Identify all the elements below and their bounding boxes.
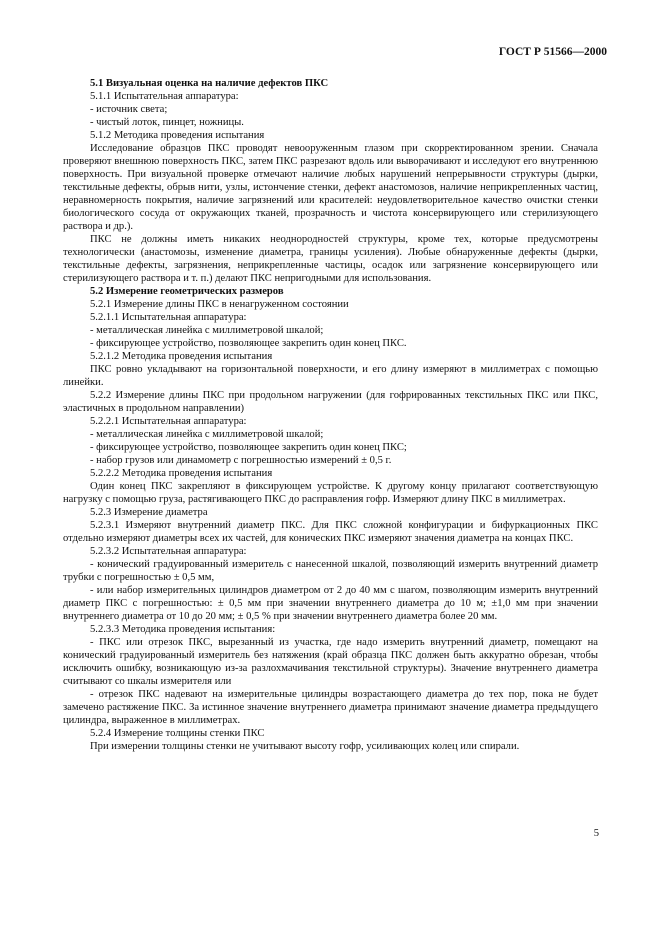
paragraph: Исследование образцов ПКС проводят невооруженным глазом при скорректированном зрении. Сначала проверяют внешнюю поверхность ПКС, затем ПКС разрезают вдоль или выворачивают и исследуют его внутреннюю поверхность. При визуальной проверке отмечают наличие любых нарушений непрерывности структуры (дырки, текстильные дефекты, обрыв нити, узлы, истончение стенки, дефект анастомозов, наличие неприкрепленных частиц, неравномерность покрытия, наличие загрязнений или красителей: неудовлетворительное качество очистки стенки биологического сосуда от окружающих тканей, прозрачность и чистота консервирующего или стерилизующего раствора и др.). [63,143,598,232]
list-item: - фиксирующее устройство, позволяющее закрепить один конец ПКС. [90,338,407,349]
subsection-5-2-2: 5.2.2 Измерение длины ПКС при продольном нагружении (для гофрированных текстильных ПКС или ПКС, эластичных в продольном направлении) [63,390,598,414]
subsection-5-2-1: 5.2.1 Измерение длины ПКС в ненагруженном состоянии [90,299,349,310]
subsection-5-2-4: 5.2.4 Измерение толщины стенки ПКС [90,728,265,739]
list-item: - металлическая линейка с миллиметровой шкалой; [90,325,324,336]
section-heading-5-1: 5.1 Визуальная оценка на наличие дефектов ПКС [90,78,329,89]
list-item: - ПКС или отрезок ПКС, вырезанный из участка, где надо измерить внутренний диаметр, помещают на конический градуированный измеритель без натяжения (край образца ПКС должен быть аккуратно обрезан, чтобы исключить ошибку, возникающую из-за разлохмачивания текстильной структуры). Значение внутреннего диаметра считывают со шкалы измерителя или [63,637,598,687]
subsection-5-2-1-1: 5.2.1.1 Испытательная аппаратура: [90,312,247,323]
subsection-5-2-3-2: 5.2.3.2 Испытательная аппаратура: [90,546,247,557]
list-item: - чистый лоток, пинцет, ножницы. [90,117,244,128]
subsection-5-2-3: 5.2.3 Измерение диаметра [90,507,208,518]
section-heading-5-2: 5.2 Измерение геометрических размеров [90,286,284,297]
paragraph: При измерении толщины стенки не учитывают высоту гофр, усиливающих колец или спирали. [90,741,520,752]
subsection-5-1-2: 5.1.2 Методика проведения испытания [90,130,265,141]
subsection-5-2-1-2: 5.2.1.2 Методика проведения испытания [90,351,273,362]
list-item: - набор грузов или динамометр с погрешностью измерений ± 0,5 г. [90,455,392,466]
subsection-5-2-2-2: 5.2.2.2 Методика проведения испытания [90,468,273,479]
subsection-5-2-3-3: 5.2.3.3 Методика проведения испытания: [90,624,276,635]
document-body [63,77,598,753]
page-number: 5 [593,828,599,839]
list-item: - металлическая линейка с миллиметровой шкалой; [90,429,324,440]
paragraph: Один конец ПКС закрепляют в фиксирующем устройстве. К другому концу прилагают соответствующую нагрузку с помощью груза, растягивающего ПКС до расправления гофр. Измеряют длину ПКС в миллиметрах. [63,481,598,505]
standard-header: ГОСТ Р 51566—2000 [498,46,607,58]
list-item: - отрезок ПКС надевают на измерительные цилиндры возрастающего диаметра до тех пор, пока не будет замечено растяжение ПКС. За истинное значение внутреннего диаметра принимают значение диаметра предыдущего цилиндра, выраженное в миллиметрах. [63,689,598,726]
subsection-5-2-2-1: 5.2.2.1 Испытательная аппаратура: [90,416,247,427]
subsection-5-1-1: 5.1.1 Испытательная аппаратура: [90,91,239,102]
paragraph: ПКС ровно укладывают на горизонтальной поверхности, и его длину измеряют в миллиметрах с помощью линейки. [63,364,598,388]
paragraph: ПКС не должны иметь никаких неоднородностей структуры, кроме тех, которые предусмотрены технологически (анастомозы, изменение диаметра, границы усиления). Любые обнаруженные дефекты (дырки, текстильные дефекты, загрязнения, неприкрепленные частицы, осадок или загрязнение консервирующего или стерилизующего раствора и т. п.) делают ПКС непригодными для использования. [63,234,598,284]
list-item: - конический градуированный измеритель с нанесенной шкалой, позволяющий измерить внутренний диаметр трубки с погрешностью ± 0,5 мм, [63,559,598,583]
list-item: - фиксирующее устройство, позволяющее закрепить один конец ПКС; [90,442,407,453]
subsection-5-2-3-1: 5.2.3.1 Измеряют внутренний диаметр ПКС. Для ПКС сложной конфигурации и бифуркационных ПКС отдельно измеряют диаметры всех их частей, для конических ПКС измеряют значения диаметра на концах ПКС. [63,520,598,544]
list-item: - или набор измерительных цилиндров диаметром от 2 до 40 мм с шагом, позволяющим измерить внутренний диаметр ПКС с погрешностью: ± 0,5 мм при значении внутреннего диаметра до 10 м; ±1,0 мм при значении внутреннего диаметра от 10 до 20 мм; ± 0,5 % при значении внутреннего диаметра более 20 мм. [63,585,598,622]
list-item: - источник света; [90,104,168,115]
